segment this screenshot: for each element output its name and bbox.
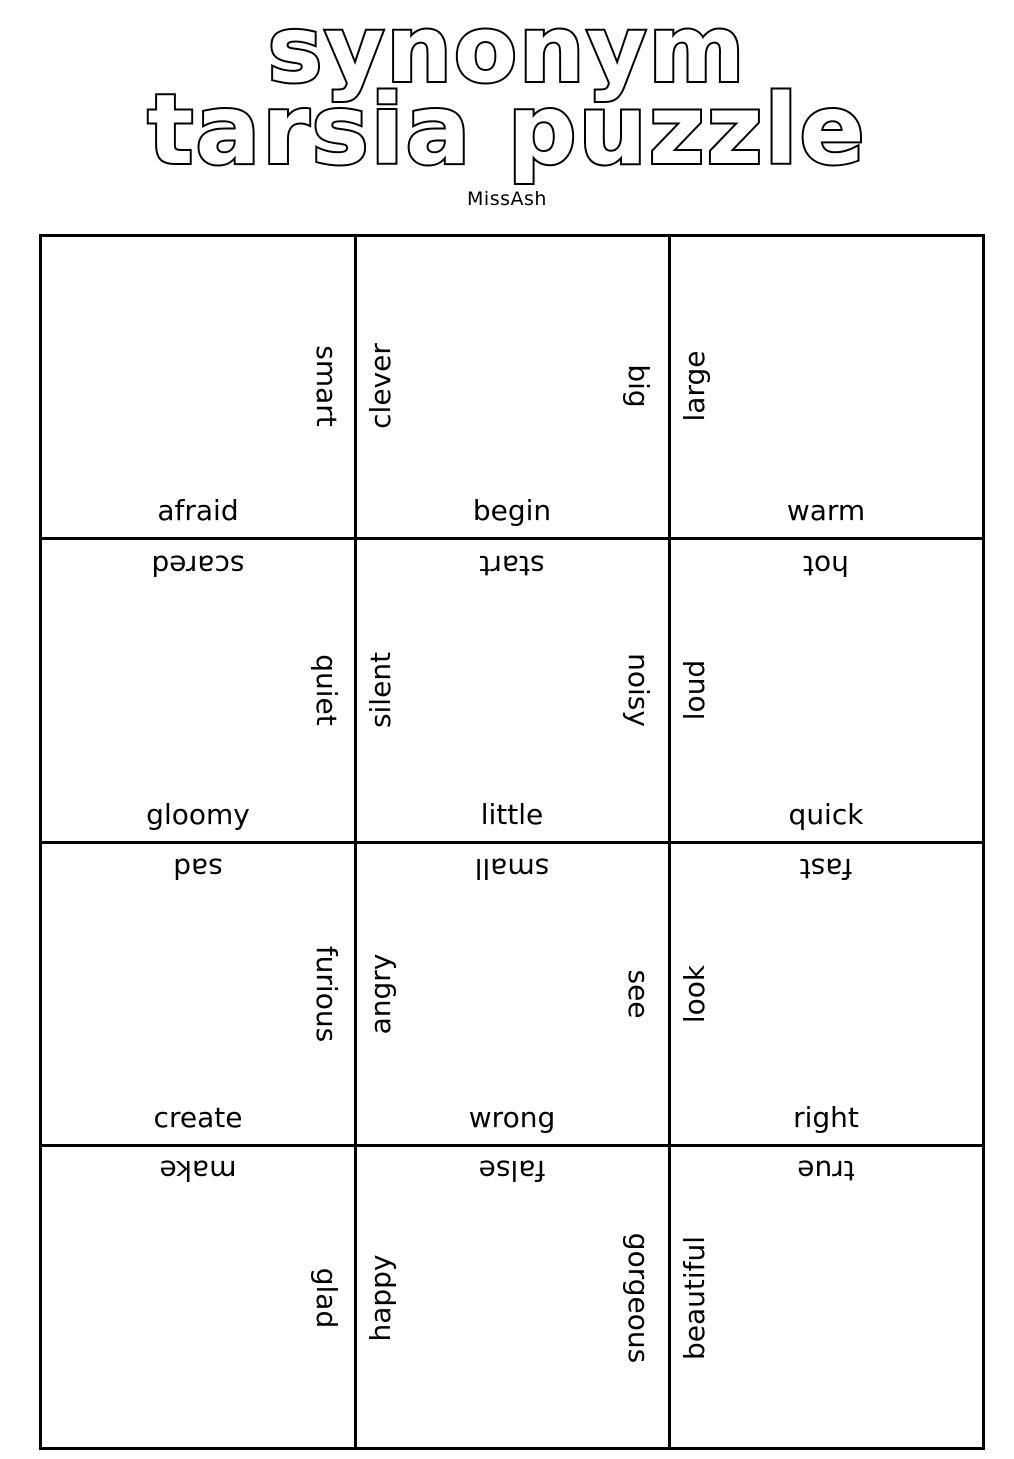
puzzle-word: large bbox=[678, 350, 711, 422]
puzzle-word: quiet bbox=[310, 654, 343, 726]
puzzle-word: warm bbox=[786, 494, 866, 527]
puzzle-word: hot bbox=[803, 549, 849, 582]
puzzle-word: smart bbox=[310, 345, 343, 427]
puzzle-word: fast bbox=[799, 852, 853, 885]
grid-horizontal-line bbox=[42, 1144, 982, 1147]
title-line-1: synonym bbox=[267, 0, 747, 103]
puzzle-word: glad bbox=[310, 1267, 343, 1329]
puzzle-word: quick bbox=[788, 798, 864, 831]
puzzle-word: afraid bbox=[157, 494, 239, 527]
puzzle-word: silent bbox=[364, 651, 397, 729]
puzzle-word: gorgeous bbox=[622, 1232, 655, 1364]
puzzle-word: beautiful bbox=[678, 1235, 711, 1361]
puzzle-word: true bbox=[797, 1154, 855, 1187]
puzzle-word: wrong bbox=[468, 1101, 556, 1134]
puzzle-word: little bbox=[480, 798, 544, 831]
puzzle-grid bbox=[39, 234, 985, 1450]
puzzle-word: see bbox=[622, 969, 655, 1019]
puzzle-word: sad bbox=[173, 852, 223, 885]
puzzle-word: small bbox=[474, 852, 550, 885]
puzzle-word: make bbox=[159, 1154, 237, 1187]
puzzle-word: create bbox=[153, 1101, 243, 1134]
puzzle-word: angry bbox=[364, 953, 397, 1035]
puzzle-word: happy bbox=[364, 1254, 397, 1342]
puzzle-word: start bbox=[479, 549, 545, 582]
puzzle-word: look bbox=[678, 964, 711, 1024]
puzzle-word: gloomy bbox=[146, 798, 250, 831]
title-line-2: tarsia puzzle bbox=[147, 74, 867, 186]
puzzle-word: begin bbox=[472, 494, 552, 527]
grid-horizontal-line bbox=[42, 841, 982, 844]
grid-horizontal-line bbox=[42, 537, 982, 540]
puzzle-word: right bbox=[793, 1101, 859, 1134]
puzzle-word: false bbox=[478, 1154, 546, 1187]
author-credit: MissAsh bbox=[467, 188, 547, 210]
puzzle-word: clever bbox=[364, 343, 397, 429]
puzzle-word: noisy bbox=[622, 653, 655, 727]
puzzle-word: loud bbox=[678, 659, 711, 721]
puzzle-word: furious bbox=[310, 945, 343, 1043]
puzzle-word: scared bbox=[151, 549, 245, 582]
puzzle-word: big bbox=[622, 364, 655, 408]
